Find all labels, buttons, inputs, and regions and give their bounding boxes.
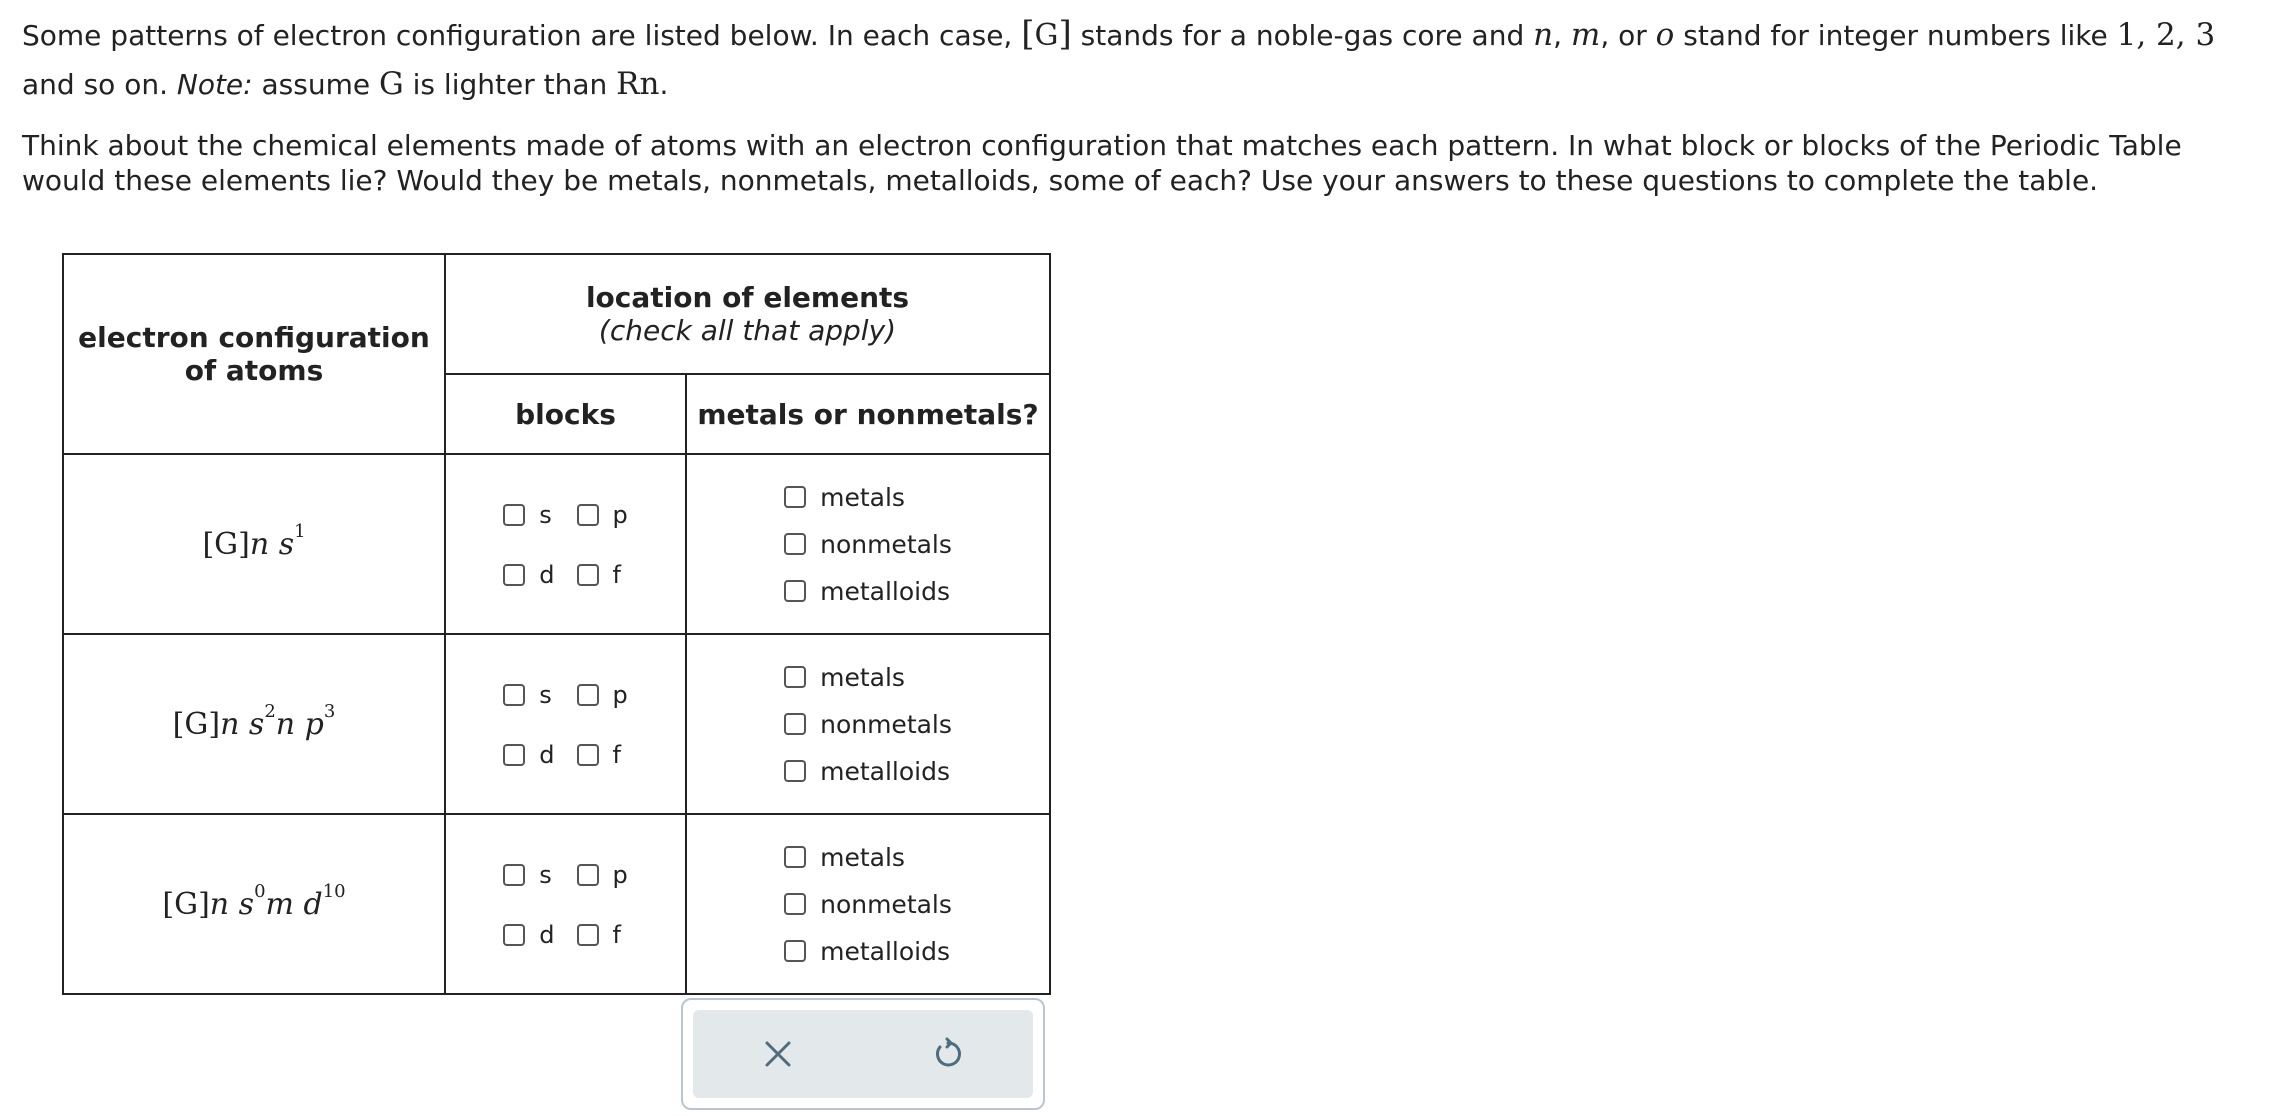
bracket-open: [ — [202, 526, 215, 562]
question-line: Think about the chemical elements made of atoms with an electron configuration that matches each pattern. In what block or blocks of the Periodic Table — [22, 129, 2182, 162]
var-m: m — [1570, 17, 1601, 53]
intro-text: is lighter than — [403, 68, 617, 101]
metals-cell — [686, 454, 1050, 634]
orbital-superscript: 1 — [294, 520, 306, 542]
block-option-s[interactable] — [503, 501, 554, 529]
option-metalloids[interactable] — [784, 937, 952, 966]
checkbox[interactable] — [577, 564, 599, 586]
option-label: s — [539, 860, 552, 889]
metals-cell — [686, 634, 1050, 814]
config-cell — [63, 814, 445, 994]
undo-icon — [931, 1037, 965, 1071]
question-line: would these elements lie? Would they be metals, nonmetals, metalloids, some of each? Use your answers to these questions to complete the table. — [22, 164, 2099, 197]
core-symbol: G — [1034, 18, 1059, 53]
option-label: metals — [820, 482, 905, 512]
checkbox[interactable] — [577, 864, 599, 886]
table-row — [63, 634, 1050, 814]
intro-text: Some patterns of electron configuration are listed below. In each case, — [22, 19, 1022, 52]
question-paragraph — [22, 128, 2252, 198]
option-metalloids[interactable] — [784, 757, 952, 786]
option-label: d — [539, 560, 555, 589]
blocks-cell — [445, 814, 686, 994]
checkbox[interactable] — [503, 504, 525, 526]
bracket-close: ] — [198, 886, 210, 922]
location-header-subtitle: (check all that apply) — [598, 314, 897, 347]
option-label: metals — [820, 662, 905, 692]
block-option-d[interactable] — [503, 921, 554, 949]
checkbox[interactable] — [503, 744, 525, 766]
checkbox[interactable] — [577, 744, 599, 766]
option-metals[interactable] — [784, 663, 952, 692]
option-label: d — [539, 740, 555, 769]
option-nonmetals[interactable] — [784, 710, 952, 739]
location-header — [445, 254, 1050, 374]
electron-configuration — [172, 700, 336, 742]
table-row — [63, 814, 1050, 994]
intro-text: . — [659, 68, 669, 101]
undo-button[interactable] — [918, 1024, 978, 1084]
orbital-superscript: 3 — [323, 700, 336, 722]
core-bracket-open: [ — [1021, 14, 1035, 54]
checkbox[interactable] — [784, 533, 806, 555]
option-label: metals — [820, 842, 905, 872]
electron-configuration — [202, 520, 306, 562]
checkbox[interactable] — [503, 684, 525, 706]
var-o: o — [1655, 17, 1675, 53]
block-option-f[interactable] — [577, 921, 628, 949]
bracket-open: [ — [172, 706, 185, 742]
option-label: nonmetals — [820, 889, 952, 919]
option-label: p — [612, 860, 628, 889]
block-option-p[interactable] — [577, 861, 628, 889]
option-label: d — [539, 920, 555, 949]
bracket-close: ] — [238, 526, 250, 562]
checkbox[interactable] — [784, 846, 806, 868]
metals-cell — [686, 814, 1050, 994]
option-label: p — [612, 680, 628, 709]
checkbox[interactable] — [784, 580, 806, 602]
option-metals[interactable] — [784, 483, 952, 512]
block-option-f[interactable] — [577, 741, 628, 769]
option-metalloids[interactable] — [784, 577, 952, 606]
intro-paragraph — [22, 10, 2252, 109]
checkbox[interactable] — [577, 924, 599, 946]
option-label: s — [539, 500, 552, 529]
option-label: metalloids — [820, 936, 950, 966]
option-label: s — [539, 680, 552, 709]
core-symbol: G — [174, 886, 199, 922]
intro-text: assume — [252, 68, 379, 101]
block-option-d[interactable] — [503, 741, 554, 769]
header-text: of atoms — [184, 354, 324, 387]
blocks-cell — [445, 634, 686, 814]
core-symbol: G — [214, 526, 239, 562]
orbital-superscript: 10 — [322, 880, 346, 902]
intro-text: , or — [1600, 19, 1656, 52]
checkbox[interactable] — [784, 713, 806, 735]
orbital-label: n s — [249, 526, 295, 562]
intro-text: stand for integer numbers like — [1674, 19, 2117, 52]
block-option-d[interactable] — [503, 561, 554, 589]
option-label: f — [612, 740, 621, 769]
orbital-superscript: 2 — [264, 700, 276, 722]
checkbox[interactable] — [577, 504, 599, 526]
core-bracket-close: ] — [1058, 14, 1072, 54]
orbital-label: n s — [209, 886, 255, 922]
location-header-title: location of elements — [585, 281, 910, 314]
config-column-header — [63, 254, 445, 454]
intro-text: , — [1553, 19, 1571, 52]
checkbox[interactable] — [784, 760, 806, 782]
option-metals[interactable] — [784, 843, 952, 872]
metals-column-header: metals or nonmetals? — [686, 374, 1050, 454]
checkbox[interactable] — [577, 684, 599, 706]
config-cell — [63, 454, 445, 634]
g-symbol: G — [378, 66, 404, 102]
example-numbers: 1, 2, 3 — [2116, 17, 2216, 53]
option-nonmetals[interactable] — [784, 890, 952, 919]
orbital-label: m d — [265, 886, 323, 922]
answer-toolbar — [681, 998, 1045, 1110]
option-label: f — [612, 920, 621, 949]
clear-button[interactable] — [748, 1024, 808, 1084]
answer-table — [62, 253, 1051, 995]
table-row — [63, 454, 1050, 634]
orbital-superscript: 0 — [254, 880, 266, 902]
option-label: nonmetals — [820, 529, 952, 559]
option-label: metalloids — [820, 756, 950, 786]
checkbox[interactable] — [784, 893, 806, 915]
option-nonmetals[interactable] — [784, 530, 952, 559]
intro-text: stands for a noble-gas core and — [1071, 19, 1534, 52]
close-icon — [762, 1038, 794, 1070]
block-option-f[interactable] — [577, 561, 628, 589]
bracket-open: [ — [162, 886, 175, 922]
toolbar-inner — [693, 1010, 1033, 1098]
checkbox[interactable] — [784, 666, 806, 688]
note-label: Note: — [176, 68, 253, 101]
block-option-s[interactable] — [503, 681, 554, 709]
checkbox[interactable] — [503, 564, 525, 586]
checkbox[interactable] — [503, 924, 525, 946]
core-symbol: G — [184, 706, 209, 742]
config-cell — [63, 634, 445, 814]
checkbox[interactable] — [784, 940, 806, 962]
orbital-label: n s — [220, 706, 265, 742]
rn-symbol: Rn — [616, 66, 660, 102]
var-n: n — [1533, 17, 1554, 53]
checkbox[interactable] — [784, 486, 806, 508]
blocks-cell — [445, 454, 686, 634]
header-text: electron configuration — [78, 321, 430, 354]
orbital-label: n p — [275, 706, 324, 742]
block-option-p[interactable] — [577, 501, 628, 529]
option-label: metalloids — [820, 576, 950, 606]
option-label: p — [612, 500, 628, 529]
block-option-p[interactable] — [577, 681, 628, 709]
electron-configuration — [162, 880, 346, 922]
bracket-close: ] — [208, 706, 221, 742]
option-label: f — [612, 560, 621, 589]
block-option-s[interactable] — [503, 861, 554, 889]
checkbox[interactable] — [503, 864, 525, 886]
intro-text: and so on. — [22, 68, 177, 101]
option-label: nonmetals — [820, 709, 952, 739]
blocks-column-header: blocks — [445, 374, 686, 454]
